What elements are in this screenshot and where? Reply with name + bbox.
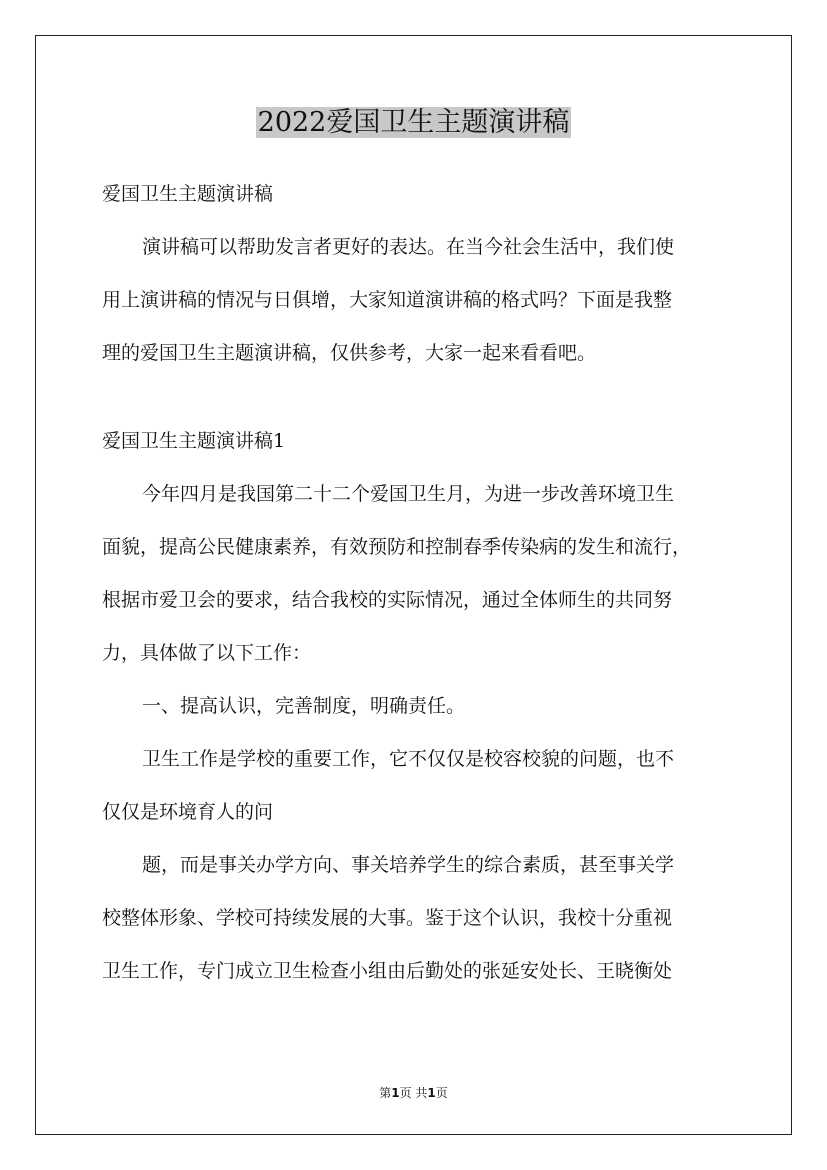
paragraph-line: 力，具体做了以下工作： bbox=[102, 642, 312, 664]
page-footer bbox=[0, 1084, 827, 1102]
paragraph-line: 今年四月是我国第二十二个爱国卫生月，为进一步改善环境卫生 bbox=[142, 483, 675, 505]
footer-suffix: 页 bbox=[435, 1086, 448, 1100]
section-heading: 爱国卫生主题演讲稿 bbox=[102, 183, 274, 205]
footer-mid: 页 共 bbox=[399, 1086, 428, 1100]
paragraph-line: 演讲稿可以帮助发言者更好的表达。在当今社会生活中，我们使 bbox=[142, 236, 675, 258]
total-pages: 1 bbox=[427, 1086, 436, 1100]
paragraph-line: 校整体形象、学校可持续发展的大事。鉴于这个认识，我校十分重视 bbox=[102, 907, 673, 929]
document-title-text: 2022爱国卫生主题演讲稿 bbox=[257, 107, 570, 138]
paragraph-line: 仅仅是环境育人的问 bbox=[102, 801, 274, 823]
footer-prefix: 第 bbox=[379, 1086, 392, 1100]
page-number: 1 bbox=[391, 1086, 400, 1100]
document-body bbox=[102, 168, 742, 998]
paragraph-line: 理的爱国卫生主题演讲稿，仅供参考，大家一起来看看吧。 bbox=[102, 342, 597, 364]
paragraph-line: 题，而是事关办学方向、事关培养学生的综合素质，甚至事关学 bbox=[142, 854, 675, 876]
list-heading: 一、提高认识，完善制度，明确责任。 bbox=[142, 695, 466, 717]
paragraph-line: 根据市爱卫会的要求，结合我校的实际情况，通过全体师生的共同努 bbox=[102, 589, 673, 611]
document-title bbox=[0, 104, 827, 142]
section-heading: 爱国卫生主题演讲稿1 bbox=[102, 430, 286, 452]
paragraph-line: 用上演讲稿的情况与日俱增，大家知道演讲稿的格式吗？下面是我整 bbox=[102, 289, 673, 311]
paragraph-line: 卫生工作是学校的重要工作，它不仅仅是校容校貌的问题，也不 bbox=[142, 748, 675, 770]
paragraph-line: 面貌，提高公民健康素养，有效预防和控制春季传染病的发生和流行， bbox=[102, 536, 692, 558]
paragraph-line: 卫生工作，专门成立卫生检查小组由后勤处的张延安处长、王晓衡处 bbox=[102, 960, 673, 982]
